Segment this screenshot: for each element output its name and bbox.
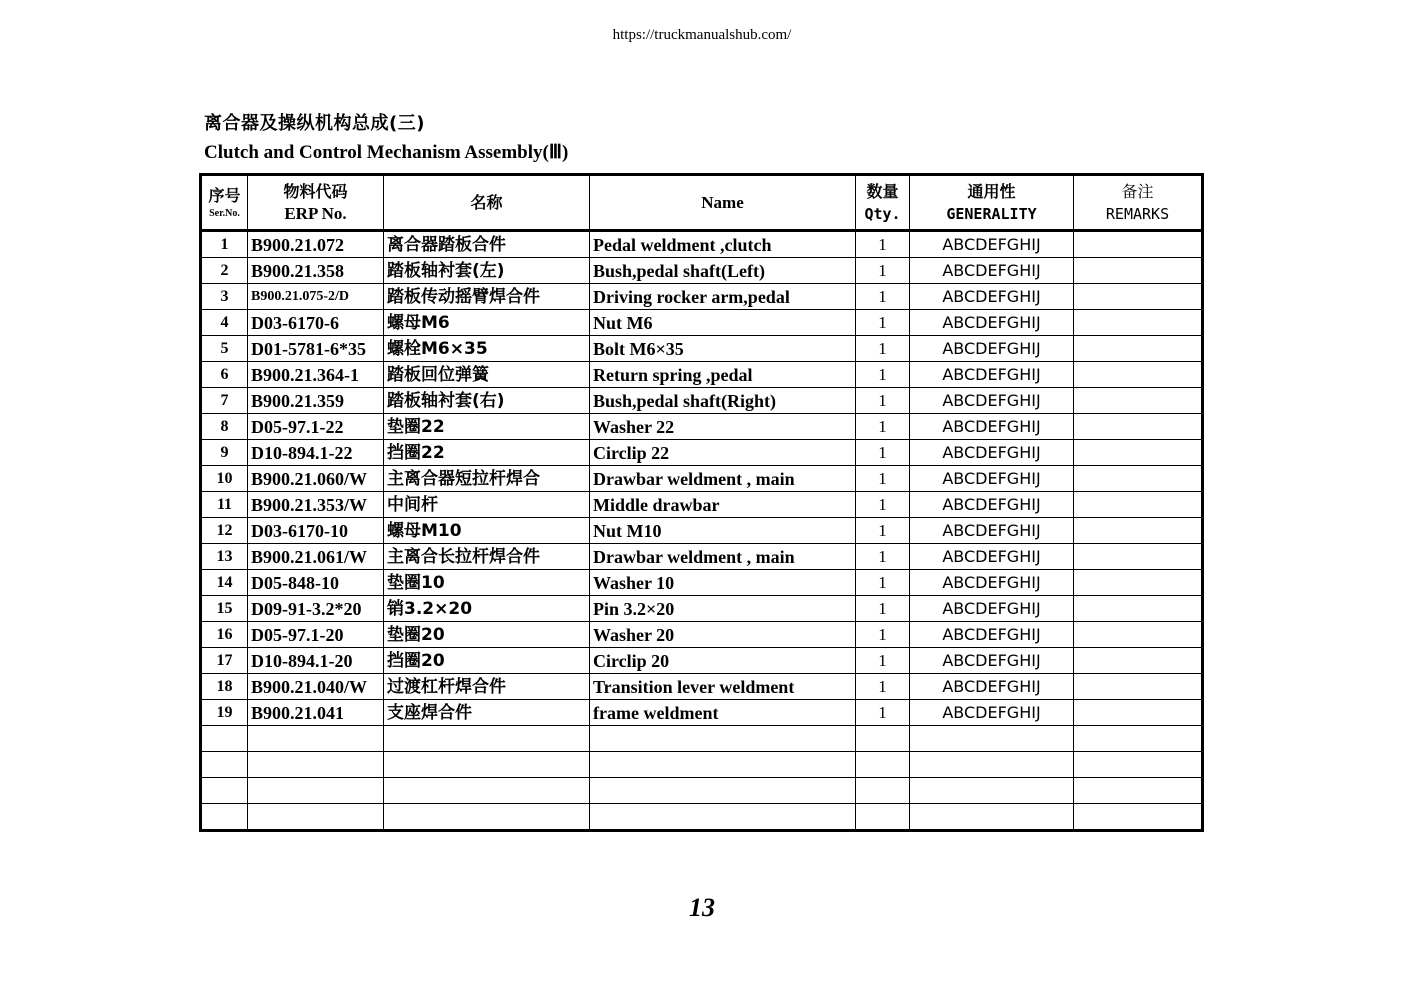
quantity-cell: 1 — [856, 362, 910, 388]
name-chinese-cell: 主离合器短拉杆焊合 — [384, 466, 590, 492]
name-english-cell: Circlip 20 — [590, 648, 856, 674]
serial-no-cell — [201, 804, 248, 831]
serial-no-cell: 12 — [201, 518, 248, 544]
remarks-cell — [1074, 336, 1203, 362]
page-number: 13 — [689, 893, 715, 922]
erp-no-cell: B900.21.353/W — [248, 492, 384, 518]
name-english-cell — [590, 752, 856, 778]
quantity-cell: 1 — [856, 231, 910, 258]
name-english-cell: Bush,pedal shaft(Right) — [590, 388, 856, 414]
quantity-cell: 1 — [856, 622, 910, 648]
remarks-cell — [1074, 622, 1203, 648]
generality-cell: ABCDEFGHIJ — [910, 622, 1074, 648]
name-chinese-cell — [384, 778, 590, 804]
table-row — [201, 544, 1203, 570]
generality-cell: ABCDEFGHIJ — [910, 648, 1074, 674]
remarks-cell — [1074, 648, 1203, 674]
erp-no-cell: D03-6170-10 — [248, 518, 384, 544]
name-english-cell: Bush,pedal shaft(Left) — [590, 258, 856, 284]
quantity-cell: 1 — [856, 466, 910, 492]
generality-cell: ABCDEFGHIJ — [910, 231, 1074, 258]
generality-cell: ABCDEFGHIJ — [910, 544, 1074, 570]
table-row — [201, 310, 1203, 336]
name-english-cell: Washer 22 — [590, 414, 856, 440]
name-english-cell — [590, 726, 856, 752]
generality-cell: ABCDEFGHIJ — [910, 466, 1074, 492]
serial-no-cell: 15 — [201, 596, 248, 622]
remarks-cell — [1074, 596, 1203, 622]
erp-no-cell: D09-91-3.2*20 — [248, 596, 384, 622]
name-english-cell: Return spring ,pedal — [590, 362, 856, 388]
parts-table-body — [201, 231, 1203, 831]
page-title-chinese: 离合器及操纵机构总成(三) — [204, 113, 425, 134]
generality-cell: ABCDEFGHIJ — [910, 596, 1074, 622]
serial-no-cell — [201, 778, 248, 804]
generality-cell: ABCDEFGHIJ — [910, 310, 1074, 336]
quantity-cell: 1 — [856, 284, 910, 310]
quantity-cell: 1 — [856, 544, 910, 570]
table-row — [201, 700, 1203, 726]
generality-cell: ABCDEFGHIJ — [910, 414, 1074, 440]
empty-table-row — [201, 804, 1203, 831]
empty-table-row — [201, 726, 1203, 752]
generality-cell: ABCDEFGHIJ — [910, 674, 1074, 700]
table-row — [201, 466, 1203, 492]
erp-no-cell: D10-894.1-20 — [248, 648, 384, 674]
serial-no-cell: 14 — [201, 570, 248, 596]
generality-cell: ABCDEFGHIJ — [910, 570, 1074, 596]
quantity-cell — [856, 778, 910, 804]
erp-no-cell — [248, 726, 384, 752]
table-row — [201, 518, 1203, 544]
name-english-cell: Washer 20 — [590, 622, 856, 648]
quantity-cell: 1 — [856, 596, 910, 622]
table-header-row — [201, 175, 1203, 231]
serial-no-cell: 3 — [201, 284, 248, 310]
name-chinese-cell — [384, 752, 590, 778]
erp-no-cell: D10-894.1-22 — [248, 440, 384, 466]
quantity-cell — [856, 726, 910, 752]
name-chinese-cell: 踏板轴衬套(右) — [384, 388, 590, 414]
name-english-cell: Drawbar weldment , main — [590, 466, 856, 492]
serial-no-cell: 5 — [201, 336, 248, 362]
quantity-cell: 1 — [856, 310, 910, 336]
table-row — [201, 336, 1203, 362]
generality-cell: ABCDEFGHIJ — [910, 440, 1074, 466]
name-chinese-cell: 主离合长拉杆焊合件 — [384, 544, 590, 570]
table-row — [201, 258, 1203, 284]
quantity-cell: 1 — [856, 336, 910, 362]
generality-cell: ABCDEFGHIJ — [910, 362, 1074, 388]
quantity-cell — [856, 804, 910, 831]
name-chinese-cell: 踏板轴衬套(左) — [384, 258, 590, 284]
serial-no-cell: 1 — [201, 231, 248, 258]
table-row — [201, 284, 1203, 310]
name-english-cell: Pedal weldment ,clutch — [590, 231, 856, 258]
table-row — [201, 414, 1203, 440]
remarks-cell — [1074, 388, 1203, 414]
name-english-cell: Transition lever weldment — [590, 674, 856, 700]
table-row — [201, 674, 1203, 700]
name-chinese-cell: 过渡杠杆焊合件 — [384, 674, 590, 700]
name-chinese-cell: 挡圈22 — [384, 440, 590, 466]
name-chinese-cell: 垫圈10 — [384, 570, 590, 596]
remarks-cell — [1074, 466, 1203, 492]
name-chinese-cell: 螺母M6 — [384, 310, 590, 336]
serial-no-cell — [201, 726, 248, 752]
quantity-cell: 1 — [856, 388, 910, 414]
name-english-cell: Nut M6 — [590, 310, 856, 336]
erp-no-cell: D01-5781-6*35 — [248, 336, 384, 362]
remarks-cell — [1074, 231, 1203, 258]
erp-no-cell: B900.21.075-2/D — [248, 284, 384, 310]
table-row — [201, 570, 1203, 596]
generality-cell — [910, 778, 1074, 804]
name-chinese-cell: 中间杆 — [384, 492, 590, 518]
name-chinese-cell: 离合器踏板合件 — [384, 231, 590, 258]
remarks-cell — [1074, 440, 1203, 466]
remarks-cell — [1074, 570, 1203, 596]
erp-no-cell — [248, 804, 384, 831]
generality-cell — [910, 804, 1074, 831]
serial-no-cell: 10 — [201, 466, 248, 492]
quantity-cell: 1 — [856, 518, 910, 544]
source-url: https://truckmanualshub.com/ — [612, 27, 792, 43]
quantity-cell: 1 — [856, 414, 910, 440]
erp-no-cell — [248, 778, 384, 804]
remarks-cell — [1074, 362, 1203, 388]
erp-no-cell: D05-848-10 — [248, 570, 384, 596]
header-generality: 通用性 GENERALITY — [910, 175, 1074, 231]
table-row — [201, 596, 1203, 622]
header-remarks: 备注 REMARKS — [1074, 175, 1203, 231]
serial-no-cell: 18 — [201, 674, 248, 700]
quantity-cell: 1 — [856, 258, 910, 284]
header-name-chinese: 名称 — [384, 175, 590, 231]
generality-cell — [910, 726, 1074, 752]
erp-no-cell: B900.21.072 — [248, 231, 384, 258]
serial-no-cell: 7 — [201, 388, 248, 414]
name-chinese-cell: 螺栓M6×35 — [384, 336, 590, 362]
name-english-cell: Driving rocker arm,pedal — [590, 284, 856, 310]
quantity-cell: 1 — [856, 440, 910, 466]
table-row — [201, 440, 1203, 466]
erp-no-cell: B900.21.358 — [248, 258, 384, 284]
serial-no-cell: 13 — [201, 544, 248, 570]
serial-no-cell: 11 — [201, 492, 248, 518]
name-chinese-cell: 垫圈20 — [384, 622, 590, 648]
serial-no-cell: 8 — [201, 414, 248, 440]
name-chinese-cell: 挡圈20 — [384, 648, 590, 674]
table-row — [201, 648, 1203, 674]
name-english-cell: Nut M10 — [590, 518, 856, 544]
generality-cell: ABCDEFGHIJ — [910, 388, 1074, 414]
header-name-english: Name — [590, 175, 856, 231]
empty-table-row — [201, 752, 1203, 778]
quantity-cell — [856, 752, 910, 778]
erp-no-cell: B900.21.364-1 — [248, 362, 384, 388]
remarks-cell — [1074, 752, 1203, 778]
serial-no-cell: 17 — [201, 648, 248, 674]
erp-no-cell — [248, 752, 384, 778]
serial-no-cell — [201, 752, 248, 778]
name-english-cell: Middle drawbar — [590, 492, 856, 518]
quantity-cell: 1 — [856, 570, 910, 596]
empty-table-row — [201, 778, 1203, 804]
header-erp-no: 物料代码 ERP No. — [248, 175, 384, 231]
erp-no-cell: B900.21.061/W — [248, 544, 384, 570]
table-row — [201, 622, 1203, 648]
table-row — [201, 388, 1203, 414]
generality-cell — [910, 752, 1074, 778]
erp-no-cell: D05-97.1-22 — [248, 414, 384, 440]
generality-cell: ABCDEFGHIJ — [910, 700, 1074, 726]
erp-no-cell: B900.21.359 — [248, 388, 384, 414]
generality-cell: ABCDEFGHIJ — [910, 336, 1074, 362]
name-chinese-cell: 螺母M10 — [384, 518, 590, 544]
header-serial-no: 序号 Ser.No. — [201, 175, 248, 231]
name-english-cell — [590, 778, 856, 804]
generality-cell: ABCDEFGHIJ — [910, 518, 1074, 544]
generality-cell: ABCDEFGHIJ — [910, 258, 1074, 284]
table-row — [201, 231, 1203, 258]
serial-no-cell: 19 — [201, 700, 248, 726]
name-english-cell: frame weldment — [590, 700, 856, 726]
remarks-cell — [1074, 492, 1203, 518]
remarks-cell — [1074, 414, 1203, 440]
parts-table — [199, 173, 1204, 832]
name-chinese-cell: 踏板回位弹簧 — [384, 362, 590, 388]
serial-no-cell: 6 — [201, 362, 248, 388]
remarks-cell — [1074, 518, 1203, 544]
quantity-cell: 1 — [856, 648, 910, 674]
remarks-cell — [1074, 778, 1203, 804]
quantity-cell: 1 — [856, 492, 910, 518]
remarks-cell — [1074, 804, 1203, 831]
remarks-cell — [1074, 674, 1203, 700]
remarks-cell — [1074, 258, 1203, 284]
name-english-cell: Pin 3.2×20 — [590, 596, 856, 622]
erp-no-cell: B900.21.040/W — [248, 674, 384, 700]
name-english-cell: Bolt M6×35 — [590, 336, 856, 362]
remarks-cell — [1074, 544, 1203, 570]
name-english-cell: Drawbar weldment , main — [590, 544, 856, 570]
name-chinese-cell — [384, 804, 590, 831]
quantity-cell: 1 — [856, 674, 910, 700]
remarks-cell — [1074, 284, 1203, 310]
generality-cell: ABCDEFGHIJ — [910, 492, 1074, 518]
name-chinese-cell: 支座焊合件 — [384, 700, 590, 726]
name-english-cell — [590, 804, 856, 831]
name-english-cell: Circlip 22 — [590, 440, 856, 466]
serial-no-cell: 2 — [201, 258, 248, 284]
name-chinese-cell: 销3.2×20 — [384, 596, 590, 622]
table-row — [201, 492, 1203, 518]
erp-no-cell: B900.21.060/W — [248, 466, 384, 492]
generality-cell: ABCDEFGHIJ — [910, 284, 1074, 310]
serial-no-cell: 4 — [201, 310, 248, 336]
remarks-cell — [1074, 726, 1203, 752]
header-quantity: 数量 Qty. — [856, 175, 910, 231]
name-chinese-cell: 踏板传动摇臂焊合件 — [384, 284, 590, 310]
remarks-cell — [1074, 700, 1203, 726]
erp-no-cell: D05-97.1-20 — [248, 622, 384, 648]
erp-no-cell: D03-6170-6 — [248, 310, 384, 336]
serial-no-cell: 9 — [201, 440, 248, 466]
page-title-english: Clutch and Control Mechanism Assembly(Ⅲ) — [204, 142, 569, 163]
name-chinese-cell — [384, 726, 590, 752]
table-row — [201, 362, 1203, 388]
erp-no-cell: B900.21.041 — [248, 700, 384, 726]
name-english-cell: Washer 10 — [590, 570, 856, 596]
quantity-cell: 1 — [856, 700, 910, 726]
name-chinese-cell: 垫圈22 — [384, 414, 590, 440]
serial-no-cell: 16 — [201, 622, 248, 648]
remarks-cell — [1074, 310, 1203, 336]
